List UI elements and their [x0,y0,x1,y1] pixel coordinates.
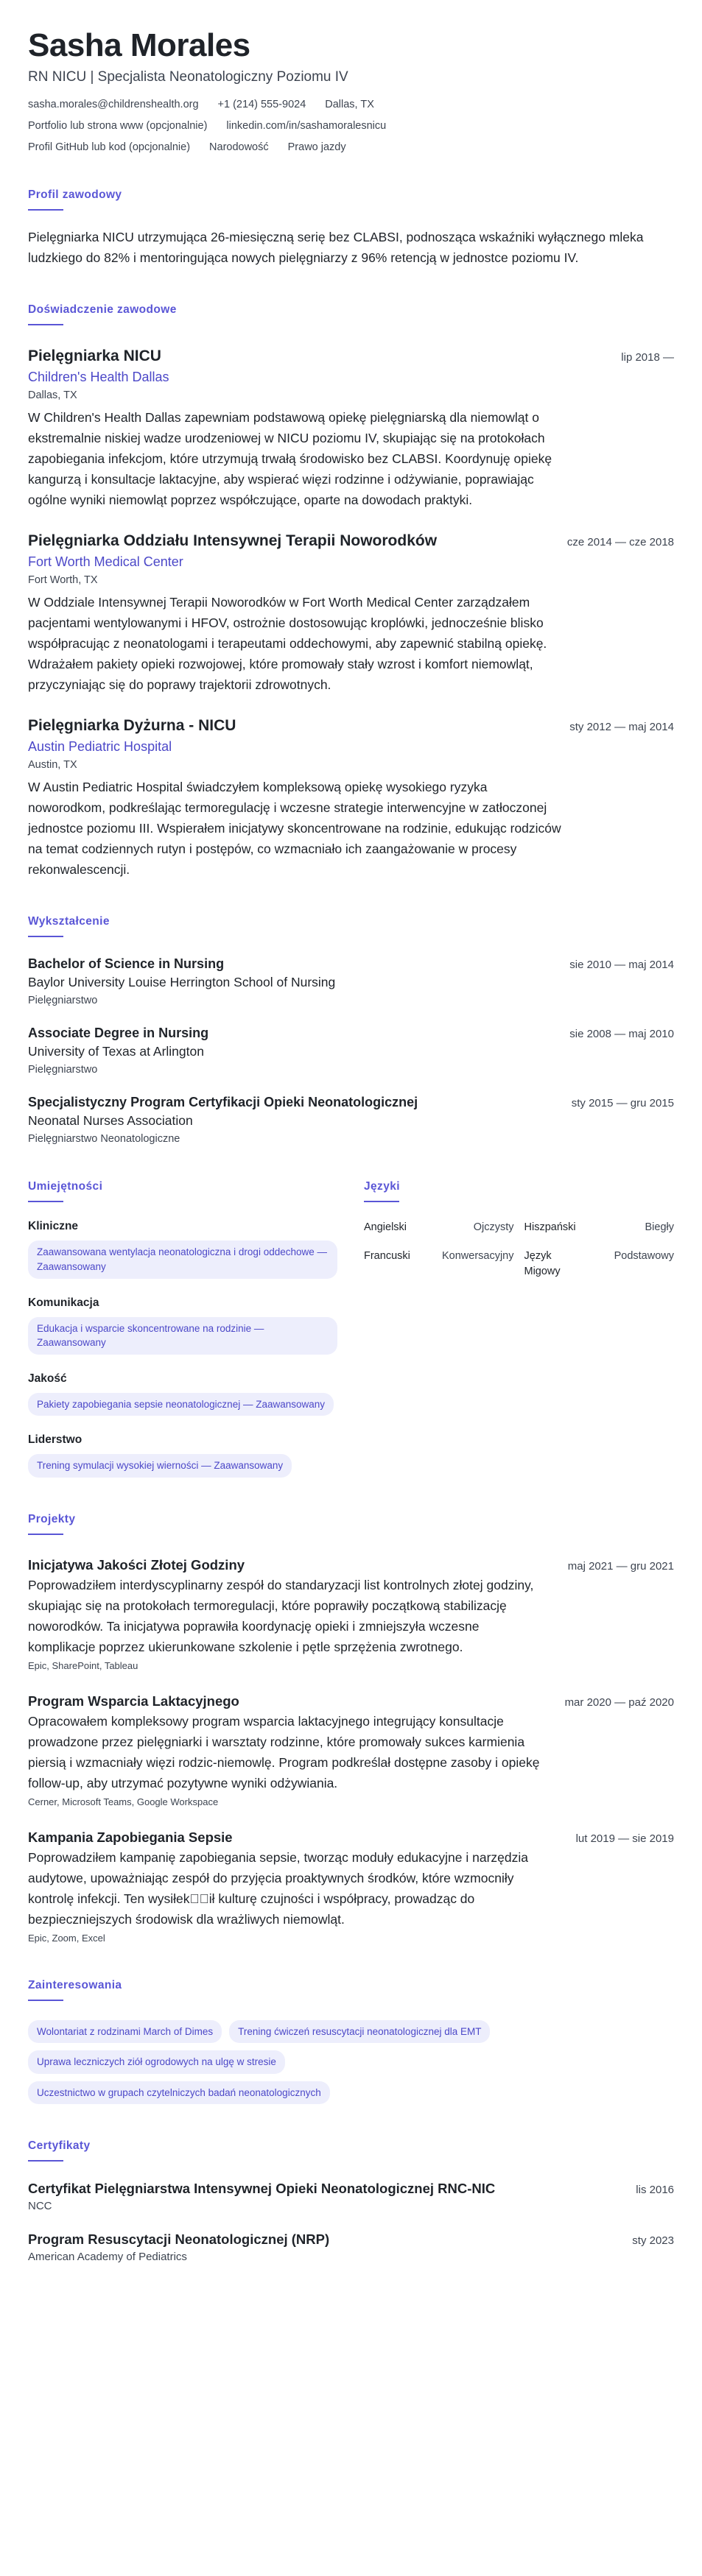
job-location: Fort Worth, TX [28,574,98,587]
education-dates: sie 2010 — maj 2014 [569,959,674,972]
skill-group [28,1220,337,1278]
employer-name: Austin Pediatric Hospital [28,739,172,755]
profile-summary: Pielęgniarka NICU utrzymująca 26-miesięczną serię bez CLABSI, podnosząca wskaźniki wyłącznego mleka ludzkiego do 82% i mentoringująca nowych pielęgniarzy z 96% retencją w jednostce poziomu IV. [28,230,644,266]
language-name: Hiszpański [524,1221,576,1234]
extra-info-row [28,141,674,153]
section-divider [28,1534,63,1535]
project-title: Inicjatywa Jakości Złotej Godziny [28,1556,245,1573]
skill-category: Jakość [28,1372,67,1385]
job-title: Pielęgniarka NICU [28,347,161,365]
education-entry [28,956,674,1006]
job-description: W Austin Pediatric Hospital świadczyłem kompleksową opiekę wysokiego ryzyka noworodkom, podkreślając termoregulację i wczesne strategie interwencyjne w zatłoczonej jednostce poziomu III. Wspierałem inicjatywy skoncentrowane na rodzinie, edukując rodziców na temat codziennych rutyn i postępów, co wzmacniało ich zaangażowanie w procesy rekonwalescencji. [28,780,561,878]
certifications-section [28,2139,674,2263]
portfolio-link[interactable]: Portfolio lub strona www (opcjonalnie) [28,120,208,133]
candidate-name: Sasha Morales [28,27,250,63]
job-location: Dallas, TX [28,389,77,402]
language-level: Biegły [645,1221,674,1234]
skill-tag: Trening symulacji wysokiej wierności — Zaawansowany [28,1454,292,1478]
section-divider [28,324,63,325]
skill-group [28,1433,337,1478]
project-entry [28,1693,674,1807]
interests-list [28,2020,588,2105]
education-entry [28,1026,674,1076]
skills-languages-row [28,1180,674,1477]
section-divider [28,2160,63,2162]
skill-category: Komunikacja [28,1296,99,1309]
interests-section [28,1979,674,2105]
interest-tag: Uprawa leczniczych ziół ogrodowych na ulgę w stresie [28,2050,285,2074]
language-item [364,1220,514,1235]
certification-entry [28,2181,674,2212]
project-dates: mar 2020 — paź 2020 [564,1695,674,1709]
interest-tag: Uczestnictwo w grupach czytelniczych badań neonatologicznych [28,2081,330,2105]
project-description: Opracowałem kompleksowy program wsparcia laktacyjnego integrujący konsultacje prowadzone przez pielęgniarki i warsztaty rodzinne, które promowały sukces karmienia piersią i wzmacniały więzi rodzic-niemowlę. Program podkreślał dostępne zasoby i opiekę follow-up, aby utrzymać pozytywne wyniki odżywiania. [28,1713,540,1790]
job-dates: sty 2012 — maj 2014 [569,721,674,734]
location-text: Dallas, TX [325,99,374,111]
project-entry [28,1829,674,1944]
job-dates: lip 2018 — [621,351,674,364]
skill-tag: Pakiety zapobiegania sepsie neonatologicznej — Zaawansowany [28,1393,334,1416]
section-divider [364,1201,399,1202]
job-dates: cze 2014 — cze 2018 [566,536,674,549]
candidate-headline: RN NICU | Specjalista Neonatologiczny Poziomu IV [28,69,348,85]
job-title: Pielęgniarka Dyżurna - NICU [28,717,236,735]
language-item [524,1249,675,1280]
interest-tag: Trening ćwiczeń resuscytacji neonatologicznej dla EMT [229,2020,490,2044]
skill-group [28,1296,337,1355]
certification-title: Certyfikat Pielęgniarstwa Intensywnej Opieki Neonatologicznej RNC-NIC [28,2181,496,2197]
links-row [28,120,674,132]
field-of-study: Pielęgniarstwo Neonatologiczne [28,1133,180,1146]
education-entry [28,1095,674,1145]
language-item [524,1220,675,1235]
language-name: Francuski [364,1250,410,1263]
section-title: Umiejętności [28,1180,103,1193]
experience-entry [28,717,674,880]
job-location: Austin, TX [28,759,77,772]
school-name: Neonatal Nurses Association [28,1113,193,1129]
school-name: Baylor University Louise Herrington School of Nursing [28,975,336,990]
section-title: Zainteresowania [28,1978,122,1991]
project-tools: Epic, Zoom, Excel [28,1932,105,1944]
phone-number: +1 (214) 555-9024 [217,99,306,111]
certification-issuer: American Academy of Pediatrics [28,2251,187,2264]
language-level: Konwersacyjny [441,1250,514,1263]
experience-entry [28,532,674,695]
section-divider [28,936,63,937]
certification-issuer: NCC [28,2200,52,2213]
skill-category: Kliniczne [28,1220,79,1233]
language-level: Podstawowy [614,1250,674,1263]
section-title: Certyfikaty [28,2139,91,2153]
email-link[interactable]: sasha.morales@childrenshealth.org [28,99,199,111]
section-divider [28,209,63,211]
section-divider [28,1201,63,1202]
project-title: Kampania Zapobiegania Sepsie [28,1829,233,1845]
job-title: Pielęgniarka Oddziału Intensywnej Terapii Noworodków [28,532,438,550]
interest-tag: Wolontariat z rodzinami March of Dimes [28,2020,222,2044]
section-title: Doświadczenie zawodowe [28,303,177,317]
language-item [364,1249,514,1280]
project-description: Poprowadziłem kampanię zapobiegania sepsie, tworząc moduły edukacyjne i narzędzia audytowe, upoważniając zespół do przyjęcia proaktywnych środków, które wzmocniły kontrolę infekcji. Ten wysiłek  ił kulturę czujności i współpracy, prowadząc do bezpieczniejszych środowisk dla wrażliwych niemowląt. [28,1849,528,1927]
degree-title: Associate Degree in Nursing [28,1026,209,1041]
license-text: Prawo jazdy [287,141,346,154]
field-of-study: Pielęgniarstwo [28,1064,98,1076]
experience-entry [28,347,674,510]
skill-tag: Edukacja i wsparcie skoncentrowane na rodzinie — Zaawansowany [28,1317,337,1355]
project-tools: Epic, SharePoint, Tableau [28,1659,138,1671]
job-description: W Oddziale Intensywnej Terapii Noworodków w Fort Worth Medical Center zarządzałem pacjentami wentylowanymi i HFOV, ostrożnie dostosowując kroplówki, jednocześnie blisko współpracując z neonatologami i terapeutami oddechowymi, aby zapewnić stabilną opiekę. Wdrażałem pakiety opieki rozwojowej, które promowały stały wzrost i komfort niemowląt, przyczyniając się do poprawy trajektorii zdrowotnych. [28,595,547,693]
section-title: Wykształcenie [28,915,110,928]
experience-section [28,303,674,880]
job-description: W Children's Health Dallas zapewniam podstawową opiekę pielęgniarską dla niemowląt o ekstremalnie niskiej wadze urodzeniowej w NICU poziomu IV, skupiając się na protokołach zapobiegania infekcjom, które utrzymują trwałą środowisko bez CLABSI. Koordynuję opiekę kangurzą i konsultacje laktacyjne, aby wspierać więzi rodzinne i odżywianie, poprawiając ogólne wyniki niemowląt poprzez współczujące, oparte na dowodach praktyki. [28,410,552,508]
project-dates: lut 2019 — sie 2019 [575,1832,674,1845]
section-title: Projekty [28,1512,76,1525]
project-entry [28,1557,674,1671]
section-title: Profil zawodowy [28,188,122,202]
languages-grid [364,1220,674,1293]
education-dates: sty 2015 — gru 2015 [571,1097,674,1110]
certification-entry [28,2231,674,2263]
project-tools: Cerner, Microsoft Teams, Google Workspace [28,1796,219,1807]
skill-group [28,1372,337,1416]
profile-section [28,188,674,268]
project-dates: maj 2021 — gru 2021 [567,1559,674,1573]
school-name: University of Texas at Arlington [28,1044,204,1059]
skill-category: Liderstwo [28,1433,83,1447]
project-title: Program Wsparcia Laktacyjnego [28,1693,239,1709]
degree-title: Bachelor of Science in Nursing [28,956,225,972]
language-name: Język Migowy [524,1250,561,1278]
certification-date: lis 2016 [636,2184,674,2197]
field-of-study: Pielęgniarstwo [28,995,98,1007]
skills-section [28,1180,337,1477]
certification-date: sty 2023 [632,2234,674,2248]
project-description: Poprowadziłem interdyscyplinarny zespół do standaryzacji list kontrolnych złotej godziny, skupiając się na protokołach termoregulacji, które poprawiły początkową stabilizację noworodków. Ta inicjatywa poprawiła koordynację opieki i zmniejszyła wczesne komplikacje poprzez ukierunkowane szkolenie i pętle sprzężenia zwrotnego. [28,1577,534,1654]
section-divider [28,2000,63,2001]
github-link[interactable]: Profil GitHub lub kod (opcjonalnie) [28,141,191,154]
employer-name: Fort Worth Medical Center [28,554,183,570]
section-title: Języki [364,1180,400,1193]
languages-section [364,1180,674,1477]
education-dates: sie 2008 — maj 2010 [569,1028,674,1041]
certification-title: Program Resuscytacji Neonatologicznej (NRP) [28,2231,330,2248]
skill-tag: Zaawansowana wentylacja neonatologiczna i drogi oddechowe — Zaawansowany [28,1241,337,1278]
resume-header [28,28,674,153]
degree-title: Specjalistyczny Program Certyfikacji Opieki Neonatologicznej [28,1095,418,1110]
education-section [28,915,674,1145]
linkedin-link[interactable]: linkedin.com/in/sashamoralesnicu [226,120,387,133]
contact-row [28,99,674,110]
language-level: Ojczysty [473,1221,514,1234]
nationality-text: Narodowość [209,141,269,154]
language-name: Angielski [364,1221,407,1234]
projects-section [28,1513,674,1944]
employer-name: Children's Health Dallas [28,370,169,385]
